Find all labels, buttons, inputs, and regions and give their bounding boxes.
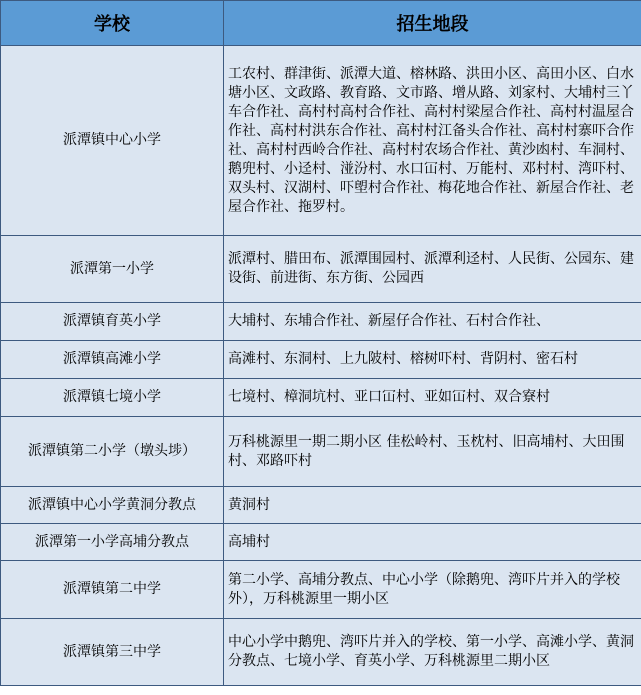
area-cell: 七境村、樟洞坑村、亚口冚村、亚如冚村、双合寮村 bbox=[224, 379, 641, 417]
table-row bbox=[1, 46, 641, 236]
school-cell: 派潭镇中心小学黄洞分教点 bbox=[1, 487, 224, 524]
area-cell: 第二小学、高埔分教点、中心小学（除鹅兜、湾吓片并入的学校外），万科桃源里一期小区 bbox=[224, 561, 641, 619]
school-cell: 派潭第一小学高埔分教点 bbox=[1, 524, 224, 561]
table-row bbox=[1, 487, 641, 524]
table-row bbox=[1, 561, 641, 619]
table-row bbox=[1, 524, 641, 561]
area-cell: 黄洞村 bbox=[224, 487, 641, 524]
area-cell: 大埔村、东埔合作社、新屋仔合作社、石村合作社、 bbox=[224, 303, 641, 341]
table-row bbox=[1, 619, 641, 686]
table-row bbox=[1, 341, 641, 379]
table-row bbox=[1, 303, 641, 341]
school-cell: 派潭镇中心小学 bbox=[1, 46, 224, 236]
table-row bbox=[1, 236, 641, 303]
area-cell: 派潭村、腊田布、派潭围园村、派潭利迳村、人民街、公园东、建设街、前进街、东方街、公园西 bbox=[224, 236, 641, 303]
school-cell: 派潭镇七境小学 bbox=[1, 379, 224, 417]
school-cell: 派潭镇第三中学 bbox=[1, 619, 224, 686]
area-cell: 万科桃源里一期二期小区 佳松岭村、玉枕村、旧高埔村、大田围村、邓路吓村 bbox=[224, 417, 641, 487]
header-row bbox=[1, 1, 641, 46]
school-cell: 派潭镇第二中学 bbox=[1, 561, 224, 619]
area-cell: 高埔村 bbox=[224, 524, 641, 561]
table-row bbox=[1, 417, 641, 487]
school-cell: 派潭镇第二小学（墩头埗） bbox=[1, 417, 224, 487]
area-cell: 中心小学中鹅兜、湾吓片并入的学校、第一小学、高滩小学、黄洞分教点、七境小学、育英小学、万科桃源里二期小区 bbox=[224, 619, 641, 686]
school-cell: 派潭镇高滩小学 bbox=[1, 341, 224, 379]
table-row bbox=[1, 379, 641, 417]
school-cell: 派潭第一小学 bbox=[1, 236, 224, 303]
header-area: 招生地段 bbox=[224, 1, 641, 46]
school-cell: 派潭镇育英小学 bbox=[1, 303, 224, 341]
area-cell: 高滩村、东洞村、上九陂村、榕树吓村、背阴村、密石村 bbox=[224, 341, 641, 379]
area-cell: 工农村、群津街、派潭大道、榕林路、洪田小区、高田小区、白水塘小区、文政路、教育路、文市路、增从路、刘家村、大埔村三丫车合作社、高村村高村合作社、高村村梁屋合作社、高村村温屋合作社、高村村洪东合作社、高村村江备头合作社、高村村寨吓合作社、高村村西岭合作社、高村村农场合作社、黄沙凼村、车洞村、鹅兜村、小迳村、湴汾村、水口冚村、万能村、邓村村、湾吓村、双头村、汉湖村、吓塱村合作社、梅花地合作社、新屋合作社、老屋合作社、拖罗村。 bbox=[224, 46, 641, 236]
header-school: 学校 bbox=[1, 1, 224, 46]
